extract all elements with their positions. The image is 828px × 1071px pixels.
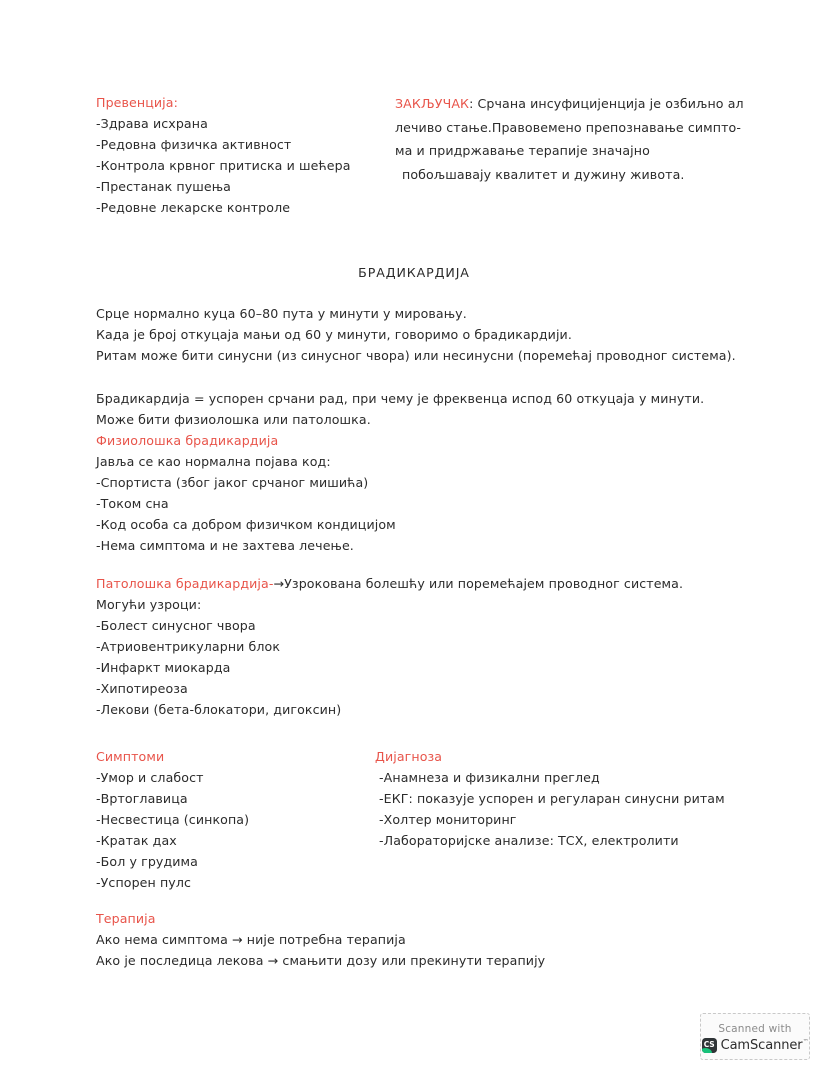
diagnosis-item: -Анамнеза и физикални преглед: [379, 770, 600, 785]
prevention-item: -Редовне лекарске контроле: [96, 200, 291, 215]
intro-line: Када је број откуцаја мањи од 60 у минути, говоримо о брадикардији.: [96, 327, 572, 342]
watermark-brand-row: [702, 1038, 809, 1053]
definition-block: [96, 388, 756, 556]
diagnosis-heading: Дијагноза: [375, 749, 443, 764]
prevention-column: [96, 92, 396, 218]
symptoms-heading: Симптоми: [96, 749, 165, 764]
conclusion-line-2: лечиво стање.Правовемено препознавање симпто-: [395, 119, 741, 135]
conclusion-line-4: побољшавају квалитет и дужину живота.: [402, 166, 685, 182]
conclusion-line-1-text: : Срчана инсуфицијенција је озбиљно ал: [469, 96, 744, 111]
physiological-item: -Током сна: [96, 496, 169, 511]
therapy-block: [96, 908, 756, 971]
diagnosis-column: [375, 746, 755, 851]
symptom-item: -Умор и слабост: [96, 770, 204, 785]
pathological-item: -Атриовентрикуларни блок: [96, 639, 281, 654]
conclusion-column: [395, 92, 744, 186]
prevention-item: -Престанак пушења: [96, 179, 231, 194]
intro-block: [96, 303, 756, 366]
pathological-item: -Хипотиреоза: [96, 681, 188, 696]
camscanner-watermark: [700, 1013, 810, 1060]
camscanner-logo-icon: [702, 1038, 717, 1053]
symptom-item: -Кратак дах: [96, 833, 177, 848]
conclusion-label: ЗАКЉУЧАК: [395, 96, 470, 111]
watermark-scanned-with-text: Scanned with: [718, 1022, 792, 1035]
pathological-heading-rest: →Узрокована болешћу или поремећајем проводног система.: [273, 576, 684, 591]
logo-initials: CS: [703, 1040, 715, 1050]
symptoms-column: [96, 746, 366, 893]
definition-line: Брадикардија = успорен срчани рад, при чему је фреквенца испод 60 откуцаја у минути.: [96, 391, 705, 406]
physiological-item: -Нема симптома и не захтева лечење.: [96, 538, 354, 553]
symptom-item: -Бол у грудима: [96, 854, 198, 869]
pathological-item: -Инфаркт миокарда: [96, 660, 231, 675]
pathological-block: [96, 573, 756, 720]
intro-line: Срце нормално куца 60–80 пута у минути у мировању.: [96, 306, 467, 321]
prevention-heading: Превенција:: [96, 95, 178, 110]
physiological-item: -Код особа са добром физичком кондицијом: [96, 517, 396, 532]
physiological-heading: Физиолошка брадикардија: [96, 433, 279, 448]
prevention-item: -Редовна физичка активност: [96, 137, 292, 152]
definition-line: Може бити физиолошка или патолошка.: [96, 412, 371, 427]
page-title: БРАДИКАРДИЈА: [358, 265, 470, 280]
therapy-heading: Терапија: [96, 911, 156, 926]
conclusion-line-3: ма и придржавање терапије значајно: [395, 143, 650, 158]
pathological-item: -Лекови (бета-блокатори, дигоксин): [96, 702, 342, 717]
physiological-intro: Јавља се као нормална појава код:: [96, 454, 331, 469]
pathological-item: -Болест синусног чвора: [96, 618, 256, 633]
symptom-item: -Несвестица (синкопа): [96, 812, 250, 827]
symptom-item: -Вртоглавица: [96, 791, 188, 806]
symptom-item: -Успорен пулс: [96, 875, 192, 890]
pathological-heading-line: [96, 573, 756, 594]
therapy-item: Ако је последица лекова → смањити дозу или прекинути терапију: [96, 953, 546, 968]
pathological-intro: Могући узроци:: [96, 597, 202, 612]
brand-text: CamScanner: [720, 1037, 803, 1053]
diagnosis-item: -ЕКГ: показује успорен и регуларан синусни ритам: [379, 791, 725, 806]
therapy-item: Ако нема симптома → није потребна терапија: [96, 932, 406, 947]
prevention-item: -Здрава исхрана: [96, 116, 208, 131]
conclusion-line-1: [395, 92, 744, 116]
prevention-item: -Контрола крвног притиска и шећера: [96, 158, 351, 173]
physiological-item: -Спортиста (због јаког срчаног мишића): [96, 475, 369, 490]
diagnosis-item: -Лабораторијске анализе: ТСХ, електролити: [379, 833, 679, 848]
pathological-heading: Патолошка брадикардија-: [96, 576, 274, 591]
intro-line: Ритам може бити синусни (из синусног чвора) или несинусни (поремећај проводног система).: [96, 348, 736, 363]
watermark-brand-name: [721, 1039, 809, 1052]
trademark-symbol: ™: [802, 1038, 809, 1046]
diagnosis-item: -Холтер мониторинг: [379, 812, 517, 827]
